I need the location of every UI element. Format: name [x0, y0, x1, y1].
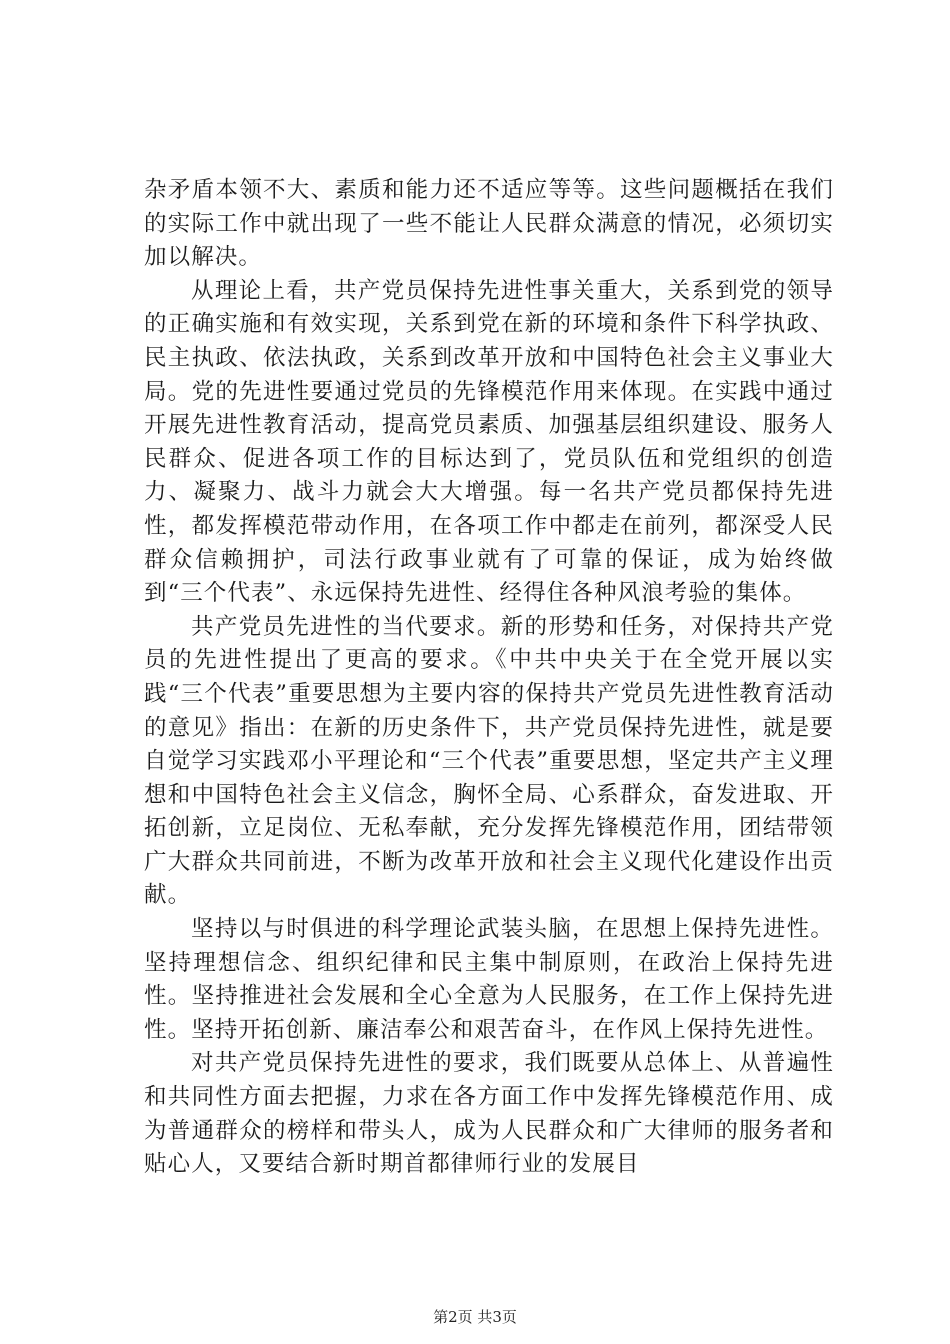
paragraph-1: 杂矛盾本领不大、素质和能力还不适应等等。这些问题概括在我们的实际工作中就出现了一些不能让人民群众满意的情况，必须切实加以解决。 [144, 177, 834, 271]
page-number-footer: 第2页 共3页 [433, 1308, 517, 1326]
paragraph-2: 从理论上看，共产党员保持先进性事关重大，关系到党的领导的正确实施和有效实现，关系到党在新的环境和条件下科学执政、民主执政、依法执政，关系到改革开放和中国特色社会主义事业大局。党的先进性要通过党员的先锋模范作用来体现。在实践中通过开展先进性教育活动，提高党员素质、加强基层组织建设、服务人民群众、促进各项工作的目标达到了，党员队伍和党组织的创造力、凝聚力、战斗力就会大大增强。每一名共产党员都保持先进性，都发挥模范带动作用，在各项工作中都走在前列，都深受人民群众信赖拥护，司法行政事业就有了可靠的保证，成为始终做到“三个代表”、永远保持先进性、经得住各种风浪考验的集体。 [144, 277, 834, 607]
paragraph-5: 对共产党员保持先进性的要求，我们既要从总体上、从普遍性和共同性方面去把握，力求在各方面工作中发挥先锋模范作用、成为普通群众的榜样和带头人，成为人民群众和广大律师的服务者和贴心人，又要结合新时期首都律师行业的发展目 [144, 1050, 834, 1178]
paragraph-3: 共产党员先进性的当代要求。新的形势和任务，对保持共产党员的先进性提出了更高的要求。《中共中央关于在全党开展以实践“三个代表”重要思想为主要内容的保持共产党员先进性教育活动的意见》指出：在新的历史条件下，共产党员保持先进性，就是要自觉学习实践邓小平理论和“三个代表”重要思想，坚定共产主义理想和中国特色社会主义信念，胸怀全局、心系群众，奋发进取、开拓创新，立足岗位、无私奉献，充分发挥先锋模范作用，团结带领广大群众共同前进，不断为改革开放和社会主义现代化建设作出贡献。 [144, 613, 834, 909]
document-body [144, 174, 834, 1182]
paragraph-4: 坚持以与时俱进的科学理论武装头脑，在思想上保持先进性。坚持理想信念、组织纪律和民主集中制原则，在政治上保持先进性。坚持推进社会发展和全心全意为人民服务，在工作上保持先进性。坚持开拓创新、廉洁奉公和艰苦奋斗，在作风上保持先进性。 [144, 916, 834, 1043]
